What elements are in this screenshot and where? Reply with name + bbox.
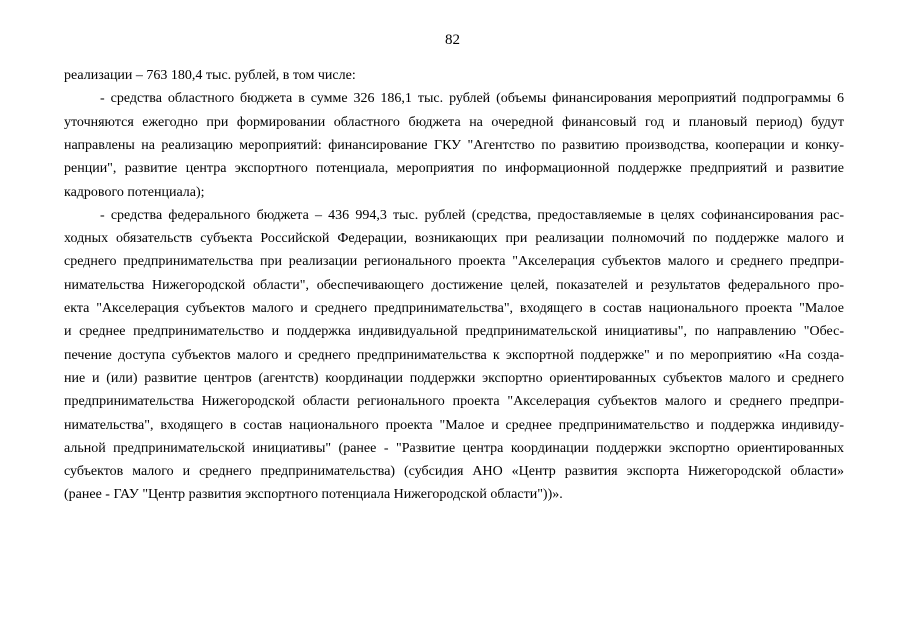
page-number: 82 — [445, 32, 460, 48]
text-line: нимательства", входящего в состав национального проекта "Малое и среднее предпринимательство и поддержка индивиду- — [64, 417, 844, 433]
text-line: реализации – 763 180,4 тыс. рублей, в том числе: — [64, 68, 356, 83]
text-line: ренции", развитие центра экспортного потенциала, мероприятия по информационной поддержке предприятий и развитие — [64, 161, 844, 177]
text-line: екта "Акселерация субъектов малого и среднего предпринимательства", входящего в состав национального проекта "Малое — [64, 301, 844, 316]
text-line: ние и (или) развитие центров (агентств) координации поддержки экспортно ориентированных субъектов малого и среднего — [64, 370, 844, 386]
text-line: (ранее - ГАУ "Центр развития экспортного потенциала Нижегородской области"))». — [64, 487, 563, 503]
text-line: ходных обязательств субъекта Российской Федерации, возникающих при реализации полномочий по поддержке малого и — [64, 231, 844, 247]
text-line: нимательства Нижегородской области", обеспечивающего достижение целей, показателей и результатов федерального про- — [64, 277, 844, 293]
text-line: субъектов малого и среднего предпринимательства) (субсидия АНО «Центр развития экспорта Нижегородской области» — [64, 464, 844, 480]
text-line: - средства федерального бюджета – 436 994,3 тыс. рублей (средства, предоставляемые в целях софинансирования рас- — [100, 207, 844, 223]
text-line: уточняются ежегодно при формировании областного бюджета на очередной финансовый год и плановый период) будут — [64, 114, 844, 130]
text-line: и среднее предпринимательство и поддержка индивидуальной предпринимательской инициативы", по направлению "Обес- — [64, 324, 844, 340]
text-line: предпринимательства Нижегородской области регионального проекта "Акселерация субъектов малого и среднего предпри- — [64, 394, 844, 410]
text-line: - средства областного бюджета в сумме 326 186,1 тыс. рублей (объемы финансирования мероприятий подпрограммы 6 — [100, 91, 844, 107]
text-line: среднего предпринимательства при реализации регионального проекта "Акселерация субъектов малого и среднего предпри- — [64, 254, 844, 270]
text-line: печение доступа субъектов малого и среднего предпринимательства к экспортной поддержке" и по мероприятию «На созда- — [64, 347, 844, 363]
text-line: направлены на реализацию мероприятий: финансирование ГКУ "Агентство по развитию производства, кооперации и конку- — [64, 137, 844, 153]
text-line: кадрового потенциала); — [64, 184, 205, 200]
text-line: альной предпринимательской инициативы" (ранее - "Развитие центра координации поддержки экспортно ориентированных — [64, 440, 844, 456]
